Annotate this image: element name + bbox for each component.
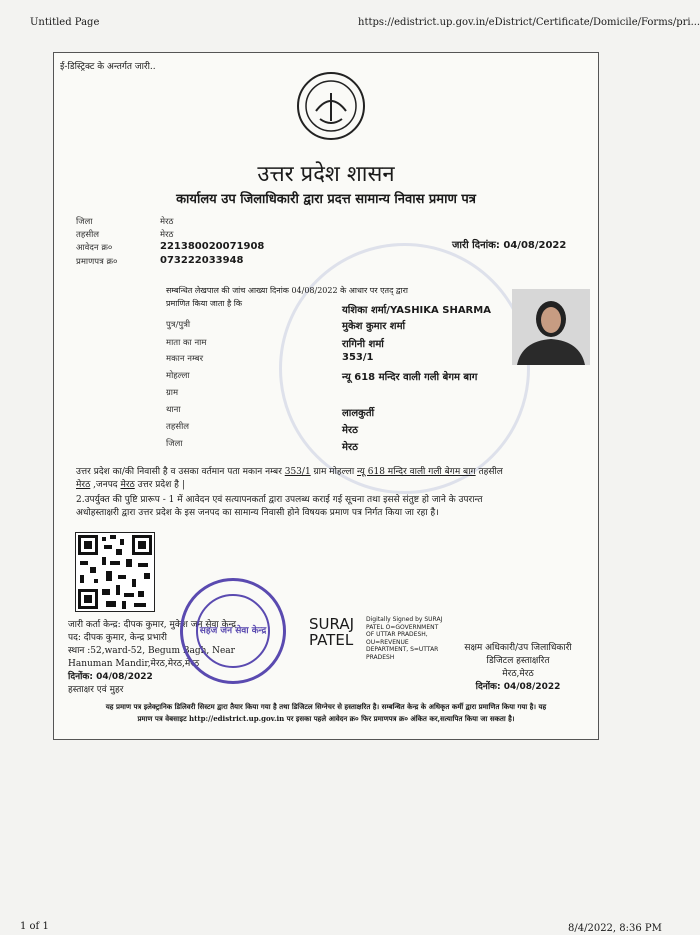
mother-name: रागिनी शर्मा bbox=[342, 339, 384, 350]
domicile-certificate bbox=[53, 52, 599, 740]
certificate-title: उत्तर प्रदेश शासन bbox=[257, 162, 395, 187]
certificate-number-label: प्रमाणपत्र क्र० bbox=[76, 257, 118, 267]
authority-sign-label: डिजिटल हस्ताक्षरित bbox=[486, 656, 550, 666]
field-label: मकान नम्बर bbox=[166, 354, 204, 364]
applicant-name: यशिका शर्मा/YASHIKA SHARMA bbox=[342, 305, 491, 316]
application-label: आवेदन क्र० bbox=[76, 243, 113, 253]
print-header-url: https://edistrict.up.gov.in/eDistrict/Certificate/Domicile/Forms/pri... bbox=[358, 17, 700, 28]
intro-line-2: प्रमाणित किया जाता है कि bbox=[166, 299, 243, 308]
para2-line-1: 2.उपर्युक्त की पुष्टि प्रारूप - 1 में आवेदन एवं सत्यापनकर्ता द्वारा उपलब्ध कराई गई सूचना तथा इससे संतुष्ट हो जाने के उपरान्त bbox=[76, 495, 483, 505]
para-text: उत्तर प्रदेश है | bbox=[134, 480, 185, 490]
print-footer-page: 1 of 1 bbox=[20, 921, 49, 932]
para-mohalla: न्यू 618 मन्दिर वाली गली बेगम बाग bbox=[357, 467, 476, 477]
signer-last-name: PATEL bbox=[309, 631, 354, 649]
authority-block bbox=[448, 642, 588, 694]
issuer-center: जारी कर्ता केन्द्र: दीपक कुमार, मुकेश जन सेवा केन्द्र bbox=[68, 620, 237, 630]
para-text: ,जनपद bbox=[90, 480, 121, 490]
authority-place: मेरठ,मेरठ bbox=[502, 669, 534, 679]
para-text: तहसील bbox=[475, 467, 503, 477]
field-label: मोहल्ला bbox=[166, 371, 190, 381]
up-emblem-icon bbox=[296, 71, 366, 141]
district-field-value: मेरठ bbox=[342, 442, 358, 453]
footnote-line-2: प्रमाण पत्र वेबसाइट http://edistrict.up.gov.in पर इसका पहले आवेदन क्र० फिर प्रमाणपत्र क्र० अंकित कर,सत्यापित किया जा सकता है। bbox=[137, 714, 515, 723]
issue-date: जारी दिनांक: 04/08/2022 bbox=[452, 240, 567, 251]
certificate-subtitle: कार्यालय उप जिलाधिकारी द्वारा प्रदत्त सामान्य निवास प्रमाण पत्र bbox=[176, 192, 476, 207]
para-district: मेरठ bbox=[120, 480, 135, 490]
issuer-place-2: Hanuman Mandir,मेरठ,मेरठ,मेरठ bbox=[68, 659, 200, 669]
certificate-footnote bbox=[58, 701, 594, 725]
intro-line-1: सम्बन्धित लेखपाल की जांच आख्या दिनांक 04/08/2022 के आधार पर एतद् द्वारा bbox=[166, 286, 408, 295]
print-header-title: Untitled Page bbox=[30, 17, 100, 28]
police-station-value: लालकुर्ती bbox=[342, 408, 375, 419]
house-number: 353/1 bbox=[342, 352, 374, 363]
field-label: ग्राम bbox=[166, 388, 179, 398]
print-footer-datetime: 8/4/2022, 8:36 PM bbox=[568, 923, 662, 934]
qr-code bbox=[76, 533, 154, 611]
top-note: ई-डिस्ट्रिक्ट के अन्तर्गत जारी.. bbox=[60, 62, 156, 72]
tehsil-field-value: मेरठ bbox=[342, 425, 358, 436]
para-house: 353/1 bbox=[284, 467, 311, 477]
field-label: माता का नाम bbox=[166, 338, 207, 348]
district-value: मेरठ bbox=[160, 217, 174, 227]
certificate-number: 073222033948 bbox=[160, 255, 244, 266]
authority-date: दिनोंक: 04/08/2022 bbox=[475, 682, 561, 692]
tehsil-value: मेरठ bbox=[160, 230, 174, 240]
tehsil-label: तहसील bbox=[76, 230, 100, 240]
field-label: पुत्र/पुत्री bbox=[166, 320, 191, 330]
authority-title: सक्षम अधिकारी/उप जिलाधिकारी bbox=[464, 643, 572, 653]
issuer-post: पद: दीपक कुमार, केन्द्र प्रभारी bbox=[68, 633, 167, 643]
residence-paragraph bbox=[76, 466, 586, 492]
footnote-line-1: यह प्रमाण पत्र इलेक्ट्रानिक डिलिवरी सिस्टम द्वारा तैयार किया गया है तथा डिजिटल सिग्नेचर से हस्ताक्षरित है। सम्बन्धित केन्द्र के अधिकृत कर्मी द्वारा प्रमाणित किया गया है। यह bbox=[105, 702, 547, 711]
issuer-sign-label: हस्ताक्षर एवं मुहर bbox=[68, 685, 124, 695]
issuer-place-1: स्थान :52,ward-52, Begum Bagh, Near bbox=[68, 646, 235, 656]
seal-text: सहज जन सेवा केन्द्र bbox=[196, 594, 270, 668]
digital-signer-name bbox=[309, 616, 354, 648]
field-label: थाना bbox=[166, 405, 181, 415]
father-name: मुकेश कुमार शर्मा bbox=[342, 321, 406, 332]
para-text: उत्तर प्रदेश का/की निवासी है व उसका वर्तमान पता मकान नम्बर bbox=[76, 467, 285, 477]
field-label: जिला bbox=[166, 439, 183, 449]
para-tehsil: मेरठ bbox=[76, 480, 91, 490]
issuer-date: दिनोंक: 04/08/2022 bbox=[68, 672, 153, 682]
signer-first-name: SURAJ bbox=[309, 615, 354, 633]
para2-line-2: अधोहस्ताक्षरी द्वारा उत्तर प्रदेश के इस जनपद का सामान्य निवासी होने विषयक प्रमाण पत्र निर्गत किया जा रहा है। bbox=[76, 508, 439, 518]
mohalla-value: न्यू 618 मन्दिर वाली गली बेगम बाग bbox=[342, 372, 478, 383]
digital-signature-details: Digitally Signed by SURAJ PATEL O=GOVERNMENT OF UTTAR PRADESH, OU=REVENUE DEPARTMENT, S=UTTAR PRADESH bbox=[366, 616, 443, 661]
applicant-photo bbox=[512, 289, 590, 365]
field-label: तहसील bbox=[166, 422, 190, 432]
application-number: 221380020071908 bbox=[160, 241, 265, 252]
para-text: ग्राम मोहल्ला bbox=[310, 467, 358, 477]
verification-paragraph bbox=[76, 494, 586, 520]
district-label: जिला bbox=[76, 217, 93, 227]
csc-seal-stamp bbox=[180, 578, 286, 684]
